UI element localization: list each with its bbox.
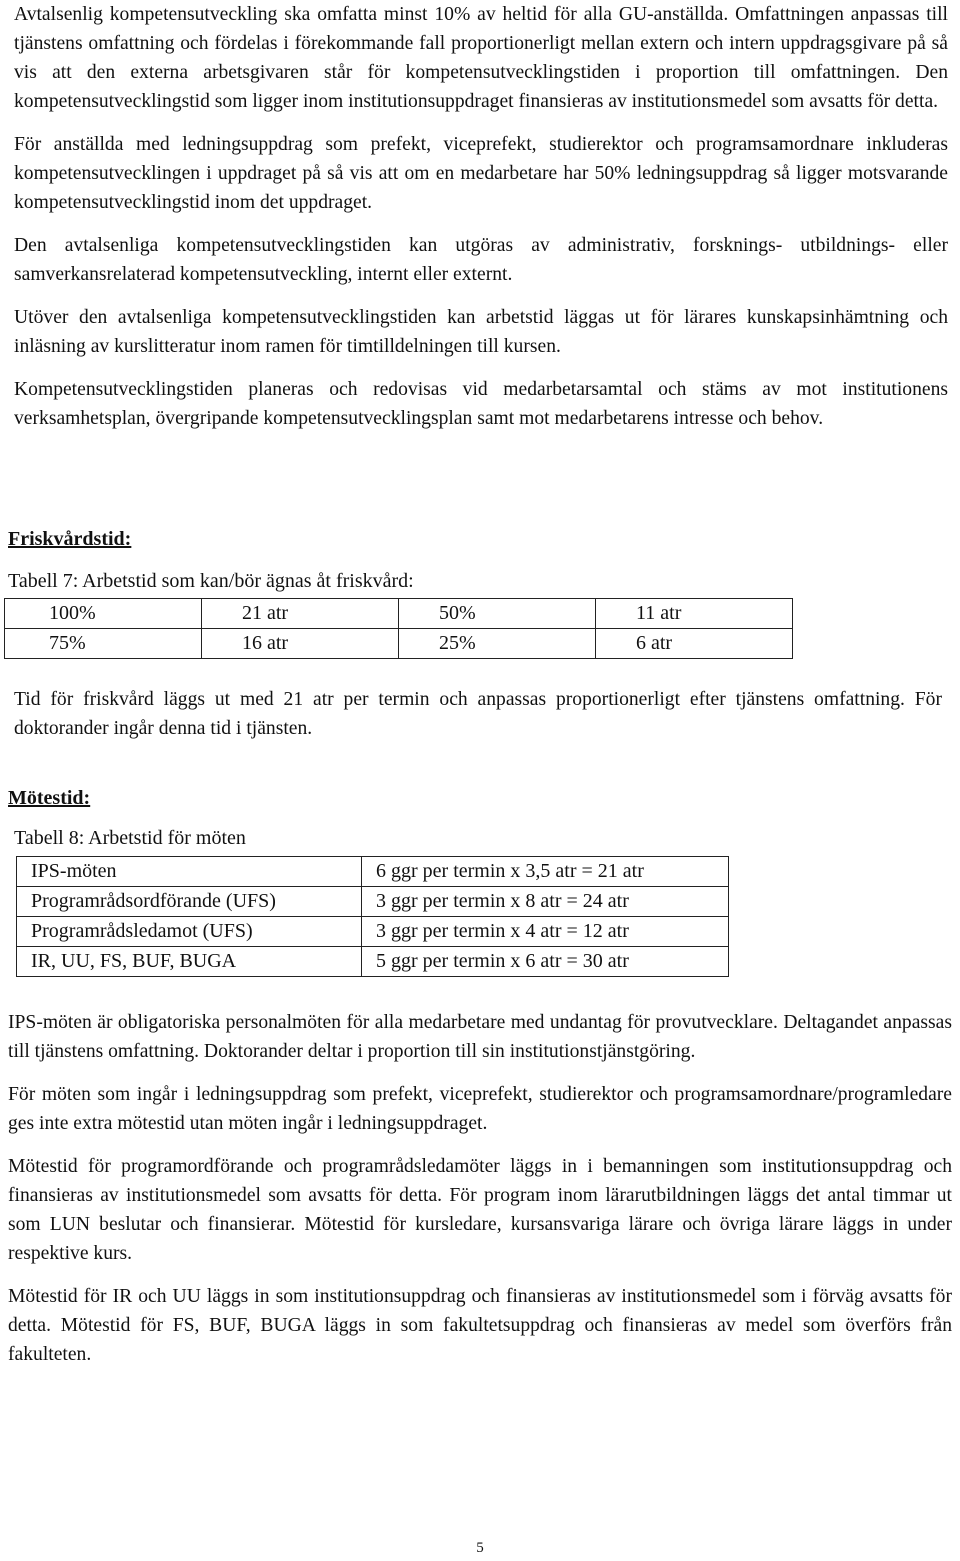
intro-paragraph: Utöver den avtalsenliga kompetensutvecklingstiden kan arbetstid läggas ut för lärares kunskapsinhämtning och inläsning av kurslitteratur inom ramen för timtilldelningen till kursen. <box>14 307 948 357</box>
table-cell: 50% <box>399 599 596 629</box>
table-cell: 6 atr <box>596 629 793 659</box>
motestid-paragraph: Mötestid för IR och UU läggs in som institutionsuppdrag och finansieras av institutionsmedel som i förväg avsatts för detta. Mötestid för FS, BUF, BUGA läggs in som fakultetsuppdrag och finansieras av medel som överförs från fakulteten. <box>8 1286 952 1365</box>
table-cell: 3 ggr per termin x 4 atr = 12 atr <box>362 917 729 947</box>
table-cell: 21 atr <box>202 599 399 629</box>
table-cell: IR, UU, FS, BUF, BUGA <box>17 947 362 977</box>
table-cell: IPS-möten <box>17 857 362 887</box>
table-cell: 3 ggr per termin x 8 atr = 24 atr <box>362 887 729 917</box>
friskvard-section <box>14 685 942 757</box>
table-cell: 16 atr <box>202 629 399 659</box>
table-cell: 5 ggr per termin x 6 atr = 30 atr <box>362 947 729 977</box>
table-cell: 11 atr <box>596 599 793 629</box>
motestid-paragraph: IPS-möten är obligatoriska personalmöten för alla medarbetare med undantag för provutvecklare. Deltagandet anpassas till tjänstens omfattning. Doktorander deltar i proportion till sin institutionstjänstgöring. <box>8 1012 952 1062</box>
table-row <box>5 599 793 629</box>
table-row <box>17 947 729 977</box>
motestid-heading: Mötestid: <box>8 787 91 809</box>
intro-paragraph: Kompetensutvecklingstiden planeras och redovisas vid medarbetarsamtal och stäms av mot institutionens verksamhetsplan, övergripande kompetensutvecklingsplan samt mot medarbetarens intresse och behov. <box>14 379 948 429</box>
table7-caption: Tabell 7: Arbetstid som kan/bör ägnas åt friskvård: <box>8 570 414 592</box>
table-cell: Programrådsledamot (UFS) <box>17 917 362 947</box>
table-cell: 100% <box>5 599 202 629</box>
motestid-paragraph: Mötestid för programordförande och programrådsledamöter läggs in i bemanningen som institutionsuppdrag och finansieras av institutionsmedel som avsatts för detta. För program inom lärarutbildningen läggs det antal timmar ut som LUN beslutar och finansierar. Mötestid för kursledare, kursansvariga lärare och övriga lärare läggs in under respektive kurs. <box>8 1156 952 1264</box>
table-cell: 75% <box>5 629 202 659</box>
table-cell: 6 ggr per termin x 3,5 atr = 21 atr <box>362 857 729 887</box>
table8-caption: Tabell 8: Arbetstid för möten <box>14 827 246 849</box>
motestid-section <box>8 1008 952 1383</box>
intro-section <box>14 0 948 447</box>
table8 <box>16 856 729 977</box>
intro-paragraph: Avtalsenlig kompetensutveckling ska omfatta minst 10% av heltid för alla GU-anställda. Omfattningen anpassas till tjänstens omfattning och fördelas i förekommande fall proportionerligt mellan extern och intern uppdragsgivare på så vis att den externa arbetsgivaren står för kompetensutvecklingstiden i proportion till omfattningen. Den kompetensutvecklingstid som ligger inom institutionsuppdraget finansieras av institutionsmedel som avsatts för detta. <box>14 4 948 112</box>
table-cell: Programrådsordförande (UFS) <box>17 887 362 917</box>
friskvard-heading: Friskvårdstid: <box>8 528 132 550</box>
table-row <box>5 629 793 659</box>
table7 <box>4 598 793 659</box>
motestid-paragraph: För möten som ingår i ledningsuppdrag som prefekt, viceprefekt, studierektor och programsamordnare/programledare ges inte extra mötestid utan möten ingår i ledningsuppdraget. <box>8 1084 952 1134</box>
table-row <box>17 917 729 947</box>
table-cell: 25% <box>399 629 596 659</box>
page-number: 5 <box>476 1540 484 1556</box>
table-row <box>17 887 729 917</box>
intro-paragraph: För anställda med ledningsuppdrag som prefekt, viceprefekt, studierektor och programsamordnare inkluderas kompetensutvecklingen i uppdraget på så vis att om en medarbetare har 50% ledningsuppdrag så ligger motsvarande kompetensutvecklingstid inom det uppdraget. <box>14 134 948 213</box>
friskvard-paragraph: Tid för friskvård läggs ut med 21 atr per termin och anpassas proportionerligt efter tjänstens omfattning. För doktorander ingår denna tid i tjänsten. <box>14 689 942 739</box>
table-row <box>17 857 729 887</box>
intro-paragraph: Den avtalsenliga kompetensutvecklingstiden kan utgöras av administrativ, forsknings- utbildnings- eller samverkansrelaterad kompetensutveckling, internt eller externt. <box>14 235 948 285</box>
